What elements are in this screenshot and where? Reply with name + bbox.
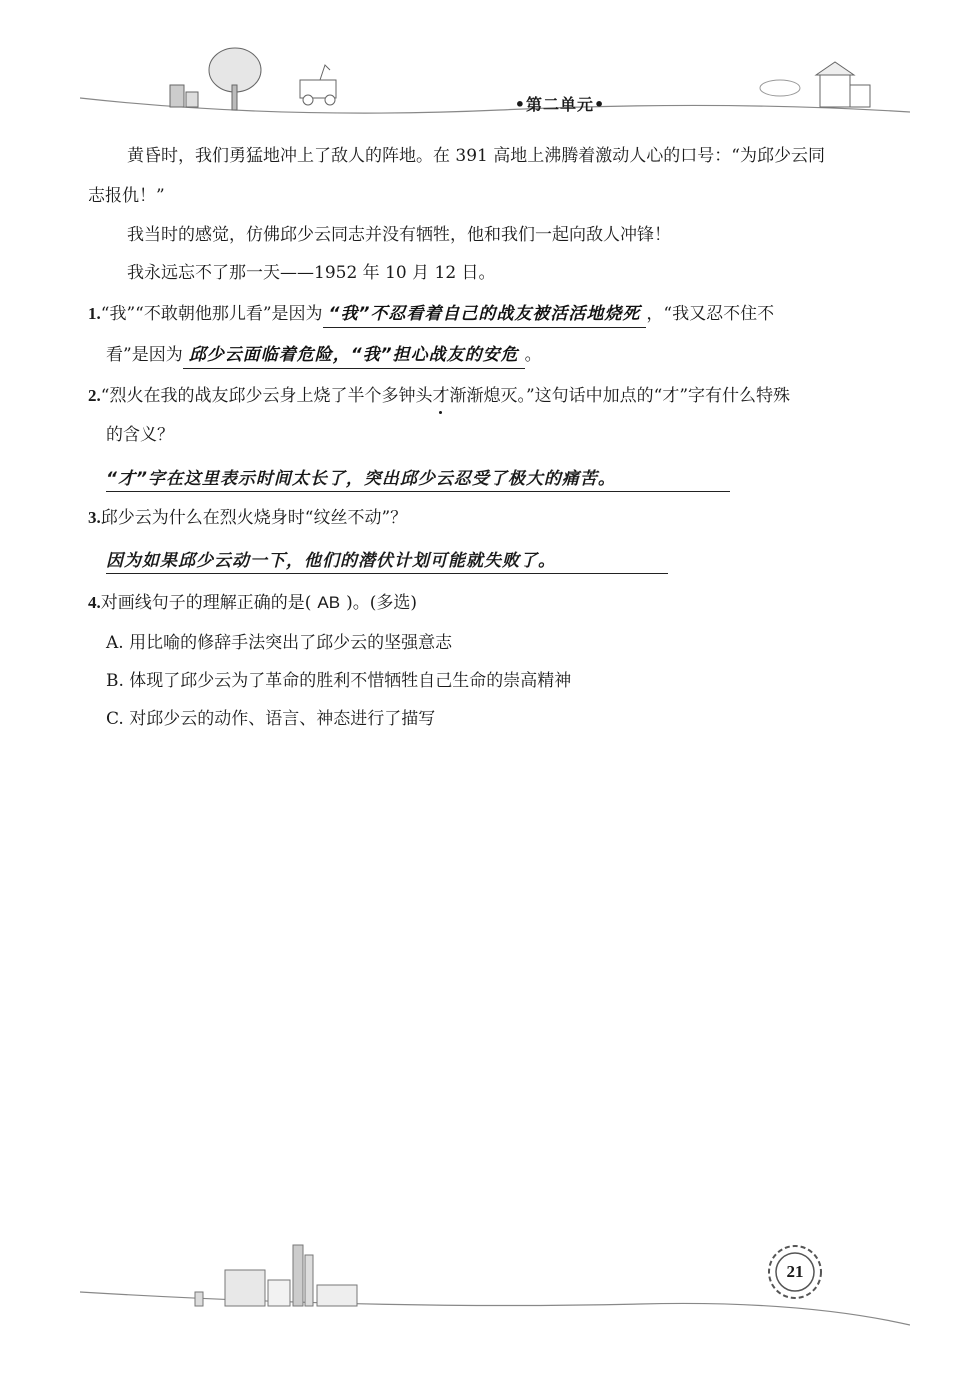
question-2-text-b: 渐渐熄灭。”这句话中加点的“才”字有什么特殊: [449, 386, 791, 406]
answer-1a: “我”不忍看着自己的战友被活活地烧死: [323, 303, 647, 328]
question-2-text-a: “烈火在我的战友邱少云身上烧了半个多钟头: [100, 386, 433, 406]
question-3-text: 邱少云为什么在烈火烧身时“纹丝不动”？: [100, 508, 408, 528]
option-a: A. 用比喻的修辞手法突出了邱少云的坚强意志: [106, 633, 453, 653]
question-1-text-b: ，“我又忍不住不: [646, 304, 775, 324]
header-illustration: [80, 40, 910, 130]
question-1-text-c: 看”是因为: [106, 345, 183, 365]
answer-3: 因为如果邱少云动一下，他们的潜伏计划可能就失败了。: [106, 546, 668, 574]
question-2-line1: [88, 385, 790, 407]
passage-p2: 我当时的感觉，仿佛邱少云同志并没有牺牲，他和我们一起向敌人冲锋！: [127, 225, 671, 245]
question-1-text-a: “我”“不敢朝他那儿看”是因为: [100, 304, 323, 324]
answer-1b: 邱少云面临着危险，“我”担心战友的安危: [183, 344, 525, 369]
page-number: 21: [786, 1262, 804, 1281]
passage-p1-line1: 黄昏时，我们勇猛地冲上了敌人的阵地。在 391 高地上沸腾着激动人心的口号：“为邱少云同: [127, 146, 825, 166]
question-4-line: [88, 592, 417, 614]
option-c: C. 对邱少云的动作、语言、神态进行了描写: [106, 709, 436, 729]
footer-illustration: [80, 1240, 910, 1340]
question-number: 4.: [88, 593, 101, 612]
question-4-text-b: )。(多选): [346, 593, 417, 613]
question-1-line2: [106, 344, 542, 369]
emphasis-dot-char: 才: [432, 386, 450, 406]
passage-p1-line2: 志报仇！”: [88, 186, 165, 206]
question-1-text-d: 。: [524, 345, 542, 365]
question-number: 2.: [88, 386, 101, 405]
answer-2: “才”字在这里表示时间太长了，突出邱少云忍受了极大的痛苦。: [106, 464, 730, 492]
question-1-line1: [88, 303, 774, 328]
passage-p3: 我永远忘不了那一天——1952 年 10 月 12 日。: [127, 263, 496, 283]
option-b: B. 体现了邱少云为了革命的胜利不惜牺牲自己生命的崇高精神: [106, 671, 572, 691]
question-3-line: [88, 507, 407, 529]
answer-4: AB: [317, 593, 341, 612]
question-2-line2: 的含义？: [106, 425, 174, 445]
question-4-text-a: 对画线句子的理解正确的是(: [100, 593, 312, 613]
question-number: 3.: [88, 508, 101, 527]
question-number: 1.: [88, 304, 101, 323]
unit-title: •第二单元•: [514, 95, 606, 114]
